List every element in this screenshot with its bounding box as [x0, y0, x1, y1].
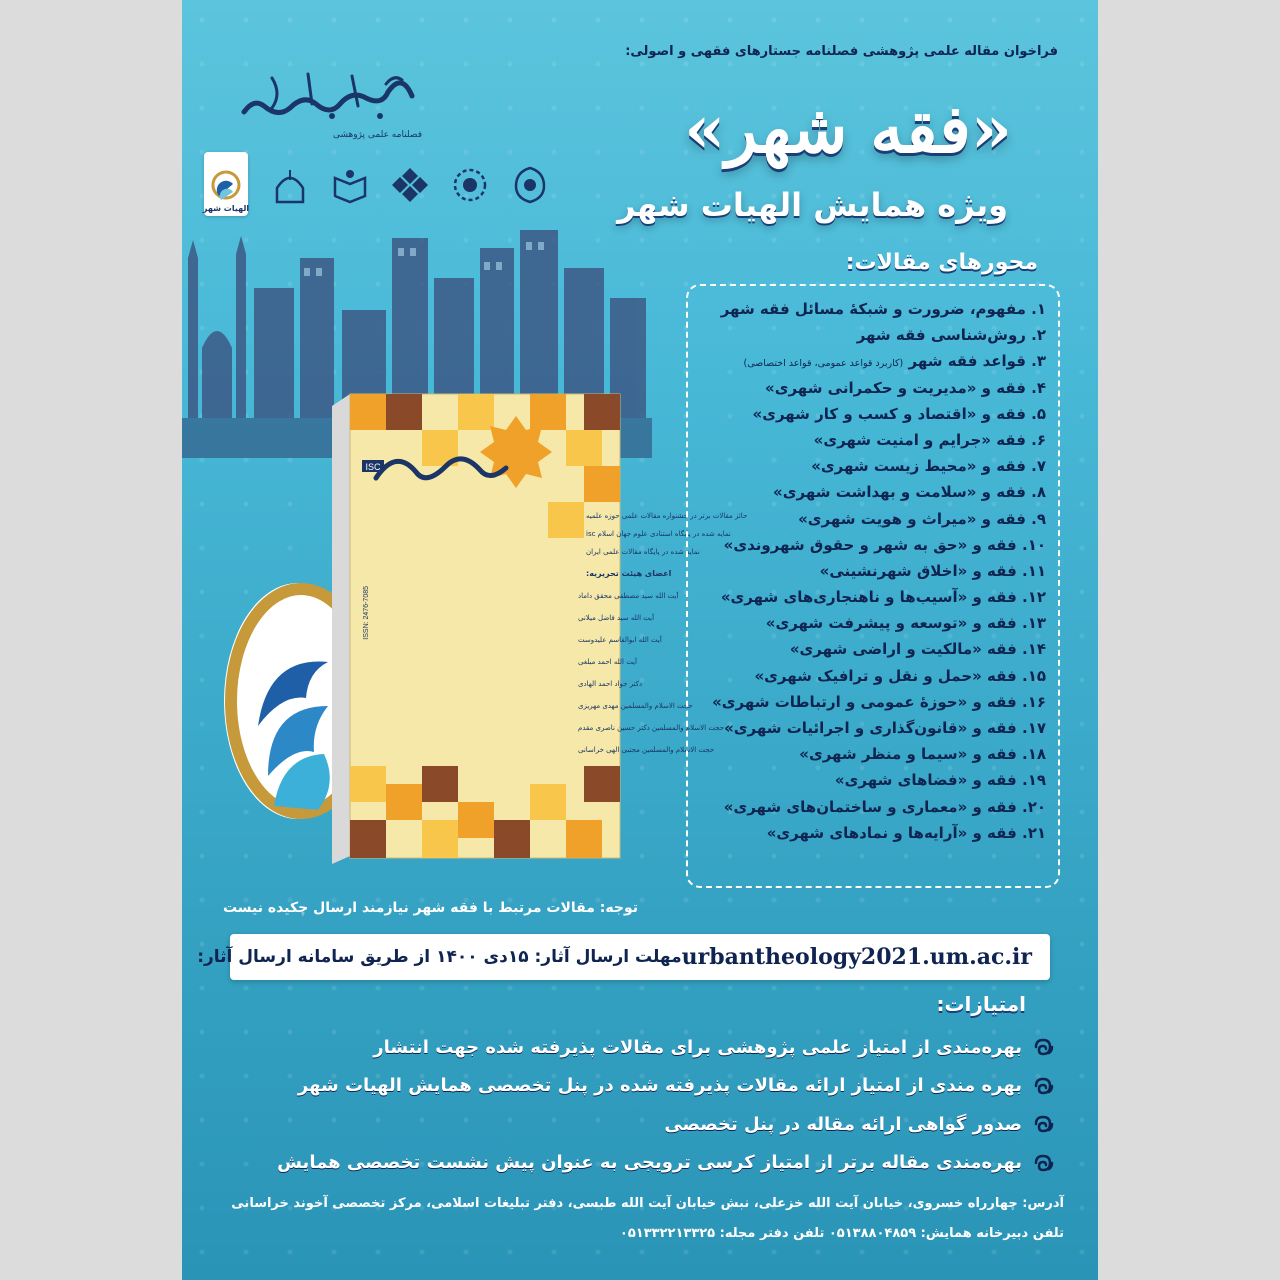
privilege-text: صدور گواهی ارائه مقاله در پنل تخصصی	[664, 1113, 1022, 1135]
topic-text: ۱۰. فقه و «حق به شهر و حقوق شهروندی»	[723, 535, 1046, 554]
privilege-text: بهره مندی از امتیاز ارائه مقالات پذیرفته شده در پنل تخصصی همایش الهیات شهر	[297, 1075, 1022, 1097]
book-line: نمایه شده در پایگاه استنادی علوم جهان اسلام isc	[586, 530, 731, 538]
topic-text: ۱۶. فقه و «حوزهٔ عمومی و ارتباطات شهری»	[712, 692, 1046, 711]
privileges-list	[236, 1028, 1056, 1182]
topic-item	[686, 715, 1046, 741]
call-for-papers-text: فراخوان مقاله علمی پژوهشی فصلنامه جستارهای فقهی و اصولی:	[625, 44, 1058, 59]
topic-text: ۲. روش‌شناسی فقه شهر	[856, 326, 1046, 345]
dome-logo-icon	[269, 164, 311, 206]
topic-text: ۵. فقه و «اقتصاد و کسب و کار شهری»	[752, 404, 1046, 423]
journal-logo-caption: فصلنامه علمی پژوهشی	[332, 130, 422, 140]
topic-item	[686, 322, 1046, 348]
page-title: «فقه شهر»	[684, 90, 1012, 168]
knot-bullet-icon	[1032, 1074, 1056, 1098]
privilege-item	[236, 1067, 1056, 1106]
submission-url[interactable]: urbantheology2021.um.ac.ir	[681, 944, 1032, 970]
topic-item	[686, 296, 1046, 322]
topic-item	[686, 348, 1046, 374]
alahiyat-shahr-logo	[204, 152, 248, 216]
book-board-member: آیت الله ابوالقاسم علیدوست	[578, 636, 662, 644]
topics-list	[686, 296, 1046, 846]
book-line: حائز مقالات برتر در جشنواره مقالات علمی حوزه علمیه	[586, 512, 748, 520]
emblem-logo-icon	[509, 164, 551, 206]
phones-text: تلفن دبیرخانه همایش: ۰۵۱۳۸۸۰۴۸۵۹ تلفن دفتر مجله: ۰۵۱۳۳۲۲۱۳۳۲۵	[619, 1226, 1064, 1241]
topic-text: ۱۳. فقه و «توسعه و پیشرفت شهری»	[765, 614, 1046, 633]
topic-text: ۱۵. فقه «حمل و نقل و ترافیک شهری»	[754, 666, 1046, 685]
rosette-logo-icon	[449, 164, 491, 206]
topic-item	[686, 427, 1046, 453]
book-board-member: حجت الاسلام والمسلمین مهدی مهریزی	[578, 702, 693, 710]
knot-bullet-icon	[1032, 1035, 1056, 1059]
topic-text: ۲۱. فقه و «آرایه‌ها و نمادهای شهری»	[766, 823, 1046, 842]
topic-item	[686, 558, 1046, 584]
page-subtitle: ویژه همایش الهیات شهر	[617, 186, 1008, 224]
privilege-text: بهره‌مندی مقاله برتر از امتیاز کرسی ترویجی به عنوان پیش نشست تخصصی همایش	[277, 1152, 1022, 1174]
topic-text: ۴. فقه و «مدیریت و حکمرانی شهری»	[765, 378, 1046, 397]
topic-text: ۱. مفهوم، ضرورت و شبکهٔ مسائل فقه شهر	[720, 300, 1046, 318]
topic-item	[686, 741, 1046, 767]
diamond-logo-icon	[389, 164, 431, 206]
topic-text: ۱۸. فقه و «سیما و منظر شهری»	[799, 745, 1046, 764]
topic-item	[686, 479, 1046, 505]
topics-heading: محورهای مقالات:	[845, 250, 1038, 275]
topic-item	[686, 532, 1046, 558]
partner-logos	[206, 150, 606, 220]
alahiyat-logo-icon	[211, 170, 241, 204]
book-board-member: آیت الله احمد مبلغی	[578, 658, 637, 666]
book-logo-icon	[329, 164, 371, 206]
book-board-member: دکتر جواد احمد الهادی	[578, 680, 643, 688]
topic-item	[686, 453, 1046, 479]
partner-logo	[326, 156, 374, 214]
privileges-heading: امتیازات:	[936, 992, 1026, 1016]
topic-note: (کاربرد قواعد عمومی، قواعد اختصاصی)	[743, 358, 904, 370]
book-board-member: آیت الله سید فاضل میلانی	[578, 614, 655, 622]
topic-text: ۲۰. فقه و «معماری و ساختمان‌های شهری»	[723, 797, 1046, 816]
topic-item	[686, 636, 1046, 662]
topic-item	[686, 584, 1046, 610]
book-board-member: آیت الله سید مصطفی محقق داماد	[578, 592, 679, 600]
topic-text: ۱۴. فقه «مالکیت و اراضی شهری»	[789, 640, 1046, 659]
privilege-item	[236, 1028, 1056, 1067]
book-isc-badge: ISC	[365, 462, 381, 472]
topic-item	[686, 610, 1046, 636]
deadline-label: مهلت ارسال آثار: ۱۵دی ۱۴۰۰ از طریق سامانه ارسال آثار:	[197, 947, 682, 967]
topic-text: ۱۲. فقه و «آسیب‌ها و ناهنجاری‌های شهری»	[720, 588, 1046, 607]
book-board-member: حجت الاسلام والمسلمین مجتبی الهی خراسانی	[578, 746, 715, 754]
left-margin	[0, 0, 182, 1280]
topic-text: ۱۷. فقه و «قانون‌گذاری و اجرائیات شهری»	[724, 719, 1046, 737]
topic-text: ۸. فقه و «سلامت و بهداشت شهری»	[773, 483, 1046, 502]
book-board-member: حجت الاسلام والمسلمین دکتر حسین ناصری مقدم	[578, 724, 725, 732]
topic-text: ۱۱. فقه و «اخلاق شهرنشینی»	[819, 561, 1046, 580]
topic-item	[686, 375, 1046, 401]
topic-item	[686, 663, 1046, 689]
knot-bullet-icon	[1032, 1151, 1056, 1175]
journal-logo	[212, 66, 422, 140]
topic-item	[686, 401, 1046, 427]
topic-item	[686, 820, 1046, 846]
journal-calligraphy-icon	[212, 66, 422, 126]
right-margin	[1098, 0, 1280, 1280]
book-line: نمایه شده در پایگاه مقالات علمی ایران	[586, 548, 700, 556]
topic-item	[686, 767, 1046, 793]
privilege-item	[236, 1144, 1056, 1183]
partner-logo	[506, 156, 554, 214]
partner-logo	[266, 156, 314, 214]
topic-text: ۱۹. فقه و «فضاهای شهری»	[834, 771, 1046, 790]
privilege-item	[236, 1105, 1056, 1144]
journal-book-cover	[316, 386, 748, 866]
book-board-heading: اعضای هیئت تحریریه:	[586, 569, 672, 578]
partner-logo	[446, 156, 494, 214]
alahiyat-logo-label: الهیات شهر	[202, 204, 250, 213]
privilege-text: بهره‌مندی از امتیاز علمی پژوهشی برای مقالات پذیرفته شده جهت انتشار	[373, 1036, 1022, 1058]
topic-item	[686, 506, 1046, 532]
topic-item	[686, 794, 1046, 820]
note-text: توجه: مقالات مرتبط با فقه شهر نیازمند ارسال چکیده نیست	[222, 900, 638, 916]
partner-logo	[386, 156, 434, 214]
deadline-bar	[197, 934, 1050, 980]
topic-item	[686, 689, 1046, 715]
poster	[182, 0, 1098, 1280]
topic-text: ۳. قواعد فقه شهر	[903, 352, 1046, 371]
address-text: آدرس: چهارراه خسروی، خیابان آیت الله خزعلی، نبش خیابان آیت الله طبسی، دفتر تبلیغات اسلامی، مرکز تخصصی آخوند خراسانی	[231, 1196, 1064, 1211]
book-issn: ISSN: 2476-7085	[363, 586, 370, 640]
topic-text: ۶. فقه «جرایم و امنیت شهری»	[813, 430, 1046, 449]
topic-text: ۹. فقه و «میراث و هویت شهری»	[798, 509, 1046, 528]
topic-text: ۷. فقه و «محیط زیست شهری»	[811, 457, 1046, 476]
knot-bullet-icon	[1032, 1112, 1056, 1136]
